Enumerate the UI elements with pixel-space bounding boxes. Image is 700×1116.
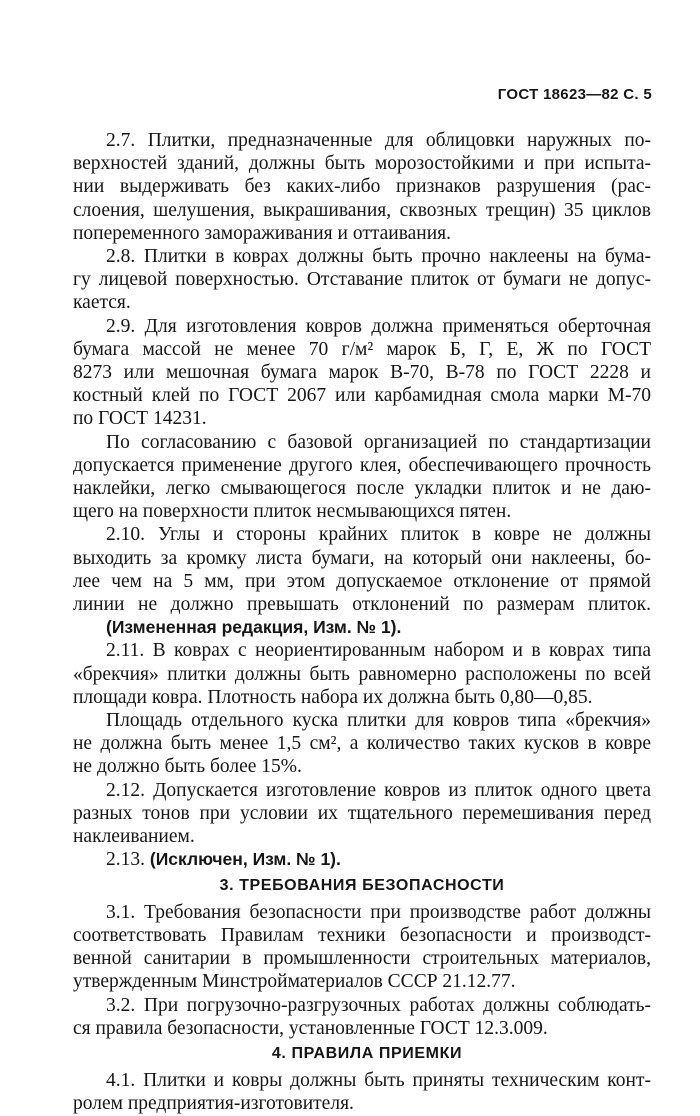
- text-line: щего на поверхности плиток несмывающихся пятен.: [73, 501, 512, 523]
- text-line: костный клей по ГОСТ 2067 или карбамидная смола марки М-70: [73, 385, 651, 407]
- text-line: бумага массой не менее 70 г/м² марок Б, Г, Е, Ж по ГОСТ: [73, 338, 651, 360]
- text-line: 2.11. В коврах с неориентированным набором и в коврах типа: [106, 640, 651, 662]
- text-line: лее чем на 5 мм, при этом допускаемое отклонение от прямой: [73, 570, 651, 592]
- text-line: 2.10. Углы и стороны крайних плиток в ковре не должны: [106, 524, 651, 546]
- text-line: выходить за кромку листа бумаги, на который они наклеены, бо-: [73, 547, 651, 569]
- text-line: не должна быть менее 1,5 см², а количество таких кусков в ковре: [73, 733, 651, 755]
- paragraph-3-2: [73, 994, 651, 1040]
- text-line: венной санитарии в промышленности строительных материалов,: [73, 948, 651, 970]
- text-line: [73, 848, 651, 871]
- section-heading-3: 3. ТРЕБОВАНИЯ БЕЗОПАСНОСТИ: [219, 876, 505, 894]
- text-line: 2.12. Допускается изготовление ковров из плиток одного цвета: [106, 779, 651, 801]
- text-line: 2.7. Плитки, предназначенные для облицовки наружных по-: [106, 130, 651, 151]
- text-line: По согласованию с базовой организацией по стандартизации: [106, 431, 651, 453]
- text-line: утвержденным Минстройматериалов СССР 21.12.77.: [73, 971, 516, 993]
- text-line: слоения, шелушения, выкрашивания, сквозных трещин) 35 циклов: [73, 199, 651, 221]
- text-line: ся правила безопасности, установленные ГОСТ 12.3.009.: [73, 1017, 548, 1039]
- paragraph-2-7: [73, 129, 651, 245]
- text-line: попеременного замораживания и оттаивания.: [73, 222, 452, 244]
- text-line: кается.: [73, 292, 131, 314]
- paragraph-2-8: [73, 245, 651, 315]
- text-line: ролем предприятия-изготовителя.: [73, 1093, 354, 1115]
- section-heading-4: 4. ПРАВИЛА ПРИЕМКИ: [271, 1044, 463, 1062]
- text-line: гу лицевой поверхностью. Отставание плиток от бумаги не допус-: [73, 269, 651, 291]
- paragraph-2-9: [73, 315, 651, 431]
- page-header: ГОСТ 18623—82 С. 5: [497, 86, 652, 103]
- text-line: линии не должно превышать отклонений по размерам плиток.: [73, 594, 651, 616]
- text-line: нии выдерживать без каких-либо признаков разрушения (рас-: [73, 176, 651, 198]
- text-line: 8273 или мешочная бумага марок В-70, В-78 по ГОСТ 2228 и: [73, 362, 651, 384]
- text-line: 2.8. Плитки в коврах должны быть прочно наклеены на бума-: [106, 246, 651, 268]
- paragraph-2-13: [73, 848, 651, 871]
- paragraph-2-11: [73, 639, 651, 709]
- paragraph-2-12: [73, 779, 651, 849]
- paragraph-2-10: [73, 523, 651, 639]
- text-line: 3.1. Требования безопасности при производстве работ должны: [106, 901, 651, 923]
- text-line: «брекчия» плитки должны быть равномерно расположены по всей: [73, 663, 651, 685]
- document-body: [73, 129, 651, 1116]
- text-line: допускается применение другого клея, обеспечивающего прочность: [73, 454, 651, 476]
- text-line: Площадь отдельного куска плитки для ковров типа «брекчия»: [106, 710, 651, 732]
- text-line: соответствовать Правилам техники безопасности и производст-: [73, 924, 651, 946]
- edit-note-line: [73, 616, 651, 639]
- paragraph-2-11-continued: [73, 709, 651, 779]
- excluded-note: (Исключен, Изм. № 1).: [149, 849, 341, 870]
- text-line: наклеиванием.: [73, 826, 195, 848]
- clause-number: 2.13.: [106, 849, 145, 871]
- text-line: верхностей зданий, должны быть морозостойкими и при испыта-: [73, 153, 651, 175]
- text-line: не должно быть более 15%.: [73, 756, 302, 778]
- edit-note: (Измененная редакция, Изм. № 1).: [106, 617, 402, 638]
- text-line: разных тонов при условии их тщательного перемешивания перед: [73, 802, 651, 824]
- text-line: 3.2. При погрузочно-разгрузочных работах должны соблюдать-: [106, 994, 651, 1016]
- paragraph-3-1: [73, 901, 651, 994]
- text-line: площади ковра. Плотность набора их должна быть 0,80—0,85.: [73, 686, 593, 708]
- text-line: наклейки, легко смывающегося после укладки плиток и не даю-: [73, 478, 651, 500]
- text-line: 4.1. Плитки и ковры должны быть приняты техническим конт-: [106, 1070, 651, 1092]
- text-line: 2.9. Для изготовления ковров должна применяться оберточная: [106, 315, 651, 337]
- paragraph-4-1: [73, 1069, 651, 1115]
- text-line: по ГОСТ 14231.: [73, 408, 207, 430]
- paragraph-2-9-continued: [73, 431, 651, 524]
